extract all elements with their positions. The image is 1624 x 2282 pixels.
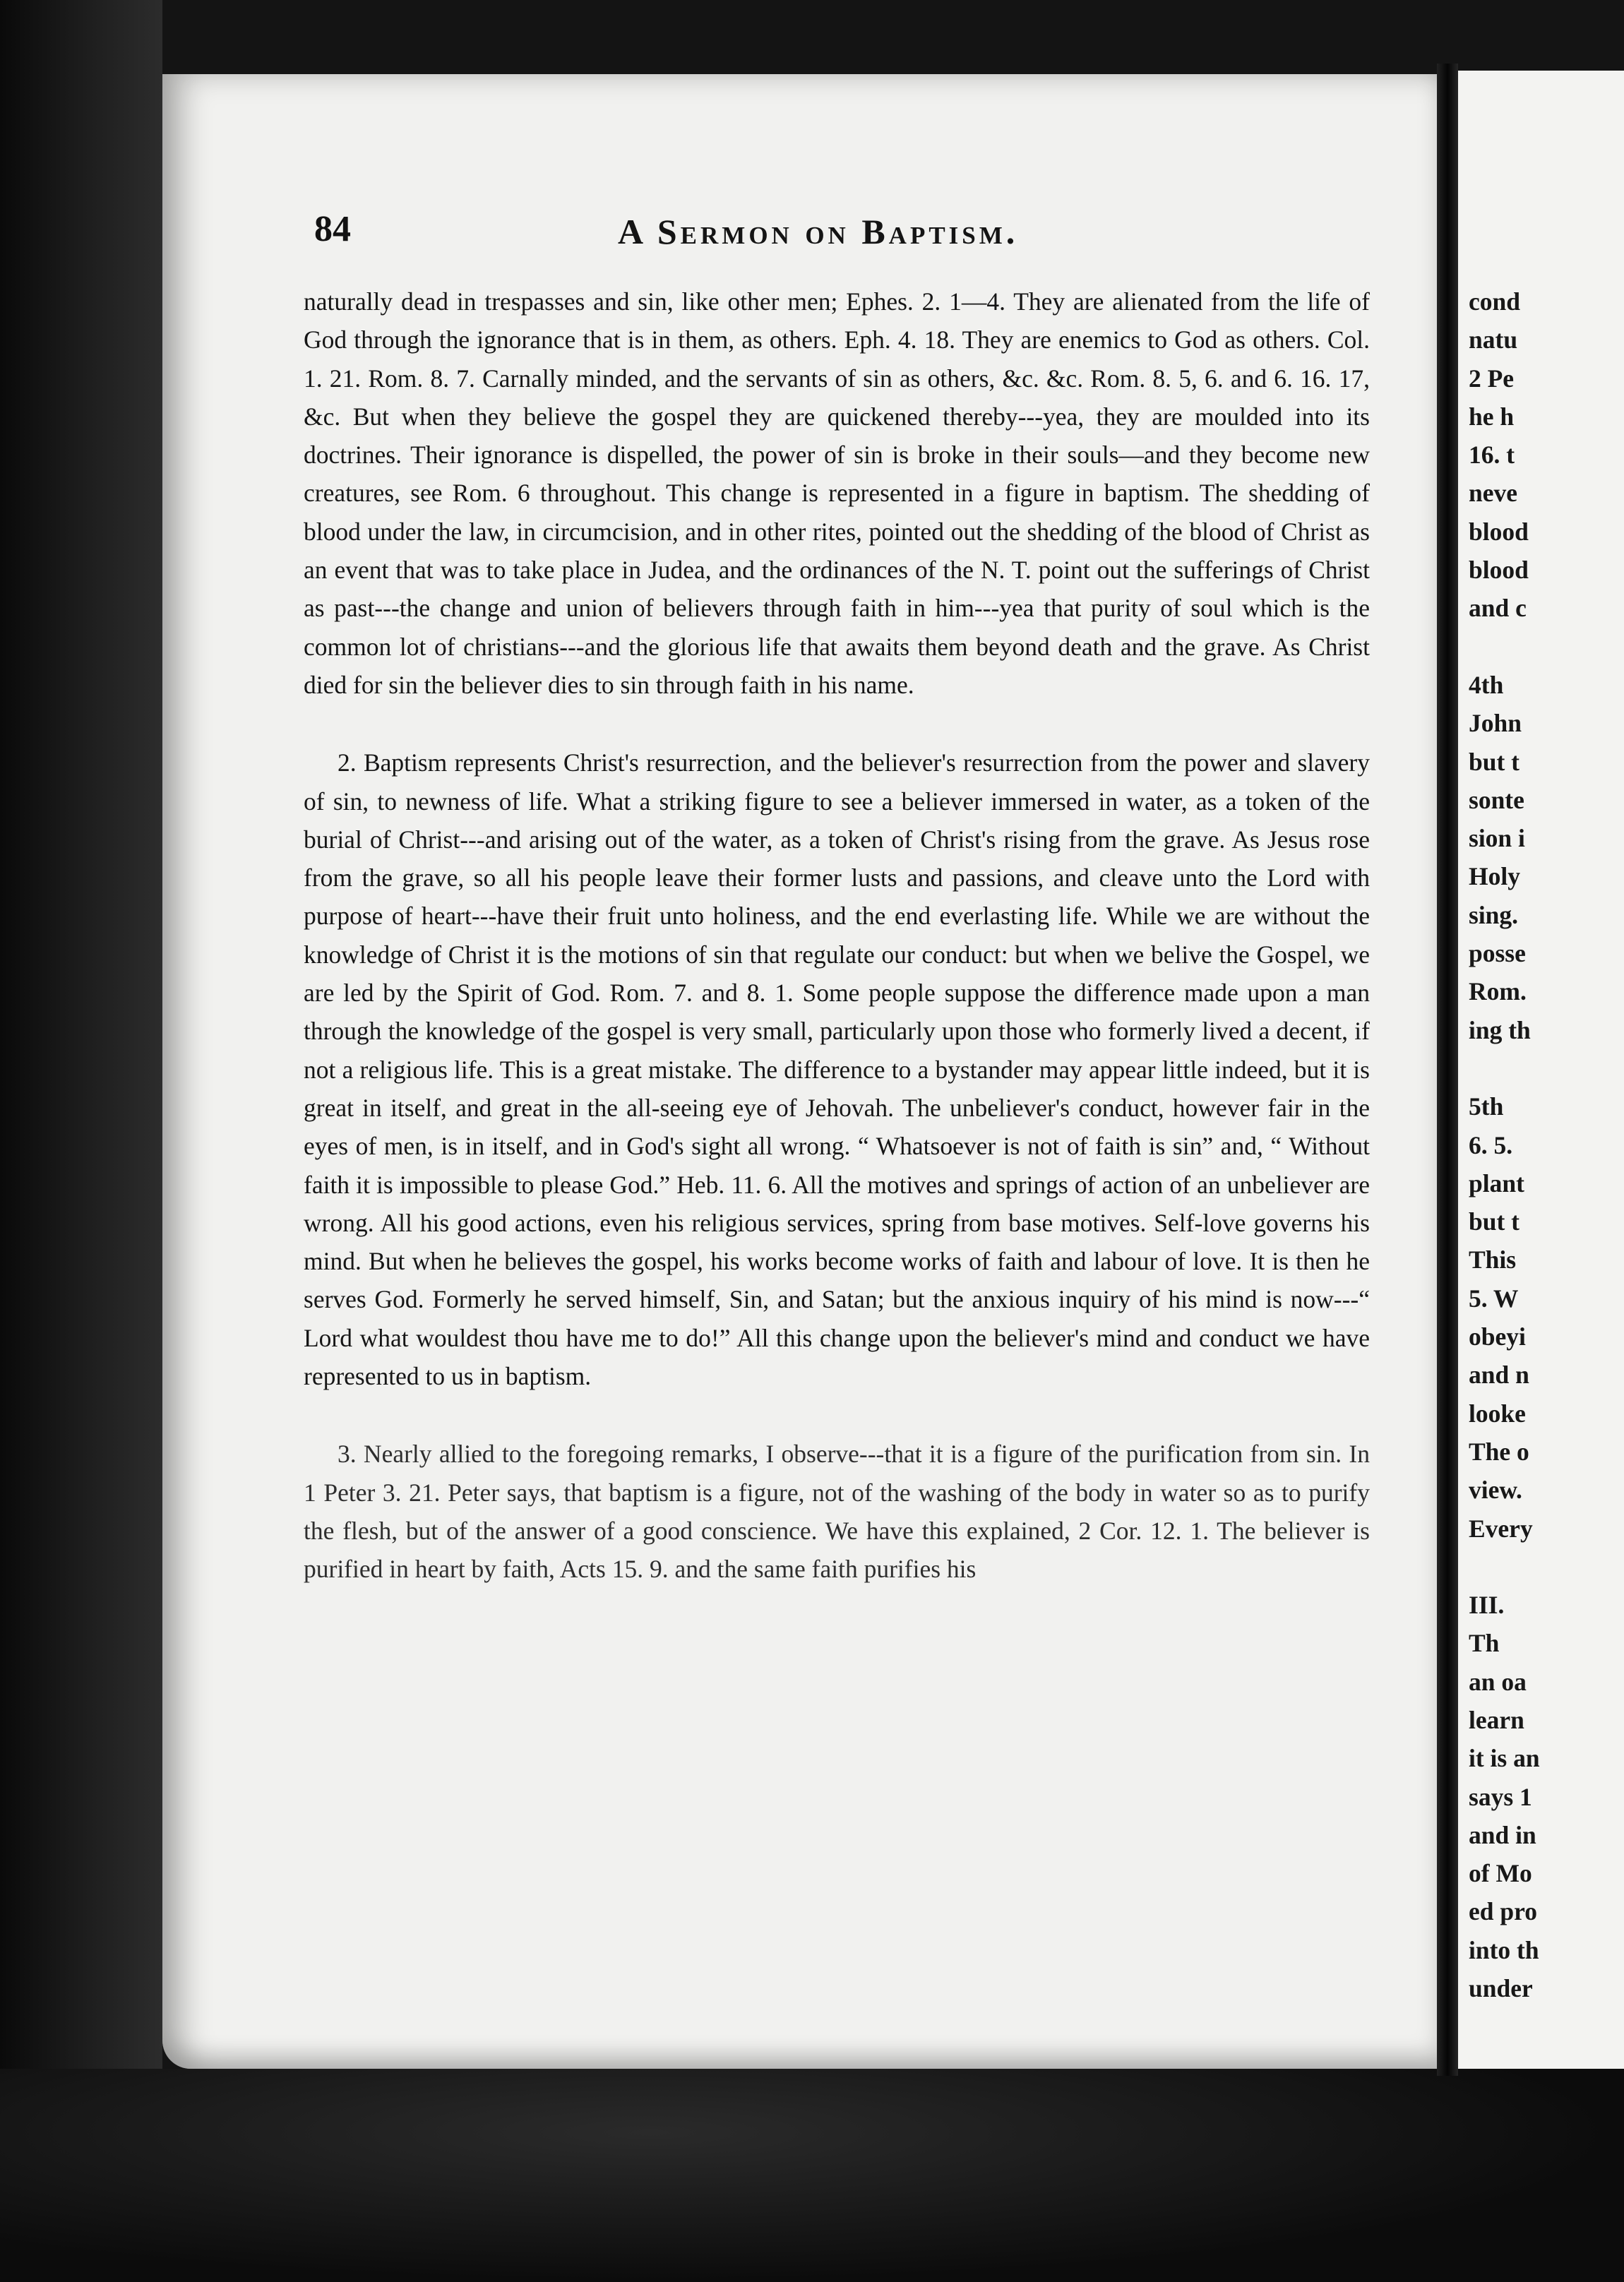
running-title: A Sermon on Baptism.	[618, 212, 1019, 251]
facing-page-fragment: Every	[1469, 1514, 1533, 1543]
facing-page-fragment: sonte	[1469, 785, 1524, 814]
facing-page-fragment	[1469, 628, 1624, 666]
facing-page-fragment: cond	[1469, 287, 1520, 316]
facing-page-fragment: John	[1469, 709, 1522, 738]
facing-page-fragment: blood	[1469, 517, 1529, 546]
facing-page-fragment: 16. t	[1469, 441, 1515, 470]
facing-page-fragment: ing th	[1469, 1015, 1531, 1044]
facing-page-fragment: but t	[1469, 1207, 1520, 1236]
facing-page-fragment: natu	[1469, 325, 1518, 354]
scan-background-bottom	[0, 2069, 1624, 2282]
facing-page-fragment: but t	[1469, 747, 1520, 776]
facing-page-fragment: and in	[1469, 1820, 1536, 1849]
paragraph-2: 2. Baptism represents Christ's resurrection, and the believer's resurrection from the power and slavery of sin, to newness of life. What a striking figure to see a believer immersed in water, as a token of the burial of Christ---and arising out of the water, as a token of Christ's rising from the grave. As Jesus rose from the grave, so all his people leave their former lusts and passions, and cleave unto the Lord with purpose of heart---have their fruit unto holiness, and the end everlasting life. While we are without the knowledge of Christ it is the motions of sin that regulate our conduct: but when we belive the Gospel, we are led by the Spirit of God. Rom. 7. and 8. 1. Some people suppose the difference made upon a man through the knowledge of the gospel is very small, particularly upon those who formerly lived a decent, if not a religious life. This is a great mistake. The difference to a bystander may appear little indeed, but it is great in itself, and great in the all-seeing eye of Jehovah. The unbeliever's conduct, however fair in the eyes of men, is in itself, and in God's sight all wrong. “ Whatsoever is not of faith is sin” and, “ Without faith it is impossible to please God.” Heb. 11. 6. All the motives and springs of action of an unbeliever are wrong. All his good actions, even his religious services, spring from base motives. Self-love governs his mind. But when he believes the gospel, his works become works of faith and labour of love. It is then he serves God. Formerly he served himself, Sin, and Satan; but the anxious inquiry of his mind is now---“ Lord what wouldest thou have me to do!” All this change upon the believer's mind and conduct we have represented to us in baptism.	[304, 748, 1370, 1391]
facing-page-fragment: 2 Pe	[1469, 364, 1515, 393]
facing-page-fragment: obeyi	[1469, 1322, 1526, 1351]
facing-page-fragment: and n	[1469, 1361, 1529, 1390]
facing-page-fragment: III.	[1469, 1591, 1505, 1620]
facing-page-fragment	[1469, 1548, 1624, 1586]
facing-page-fragment: it is an	[1469, 1744, 1540, 1773]
facing-page-fragment: under	[1469, 1974, 1533, 2003]
facing-page-fragment: Holy	[1469, 862, 1520, 891]
facing-page-fragment: The o	[1469, 1437, 1529, 1466]
facing-page-fragment: 6. 5.	[1469, 1130, 1513, 1159]
facing-page-fragment: 5. W	[1469, 1284, 1519, 1313]
facing-page-fragment: plant	[1469, 1169, 1524, 1197]
facing-page-fragment: sion i	[1469, 824, 1525, 853]
facing-page-fragment: posse	[1469, 939, 1526, 968]
facing-page-fragment: and c	[1469, 594, 1527, 623]
body-text	[304, 282, 1370, 1589]
book-gutter	[1437, 64, 1458, 2076]
facing-page-fragment: an oa	[1469, 1667, 1527, 1696]
facing-page-fragment: neve	[1469, 479, 1518, 508]
facing-page-fragment: 4th	[1469, 670, 1504, 699]
scan-background-left	[0, 0, 162, 2282]
facing-page-fragment: Th	[1469, 1629, 1500, 1658]
facing-page-fragment: learn	[1469, 1705, 1524, 1734]
facing-page-fragment: This	[1469, 1245, 1517, 1274]
facing-page-fragment: of Mo	[1469, 1859, 1532, 1888]
facing-page-fragment: into th	[1469, 1935, 1539, 1964]
facing-page-fragment: ed pro	[1469, 1897, 1537, 1926]
facing-page-text	[1469, 282, 1624, 2007]
facing-page-fragment: blood	[1469, 556, 1529, 585]
facing-page-fragment: looke	[1469, 1399, 1526, 1428]
page-header	[314, 208, 1370, 265]
paragraph-1: naturally dead in trespasses and sin, like other men; Ephes. 2. 1—4. They are alienated from the life of God through the ignorance that is in them, as others. Eph. 4. 18. They are enemics to God as others. Col. 1. 21. Rom. 8. 7. Carnally minded, and the servants of sin as others, &c. &c. Rom. 8. 5, 6. and 6. 16. 17, &c. But when they believe the gospel they are quickened thereby---yea, they are moulded into its doctrines. Their ignorance is dispelled, the power of sin is broke in their souls—and they become new creatures, see Rom. 6 throughout. This change is represented in a figure in baptism. The shedding of blood under the law, in circumcision, and in other rites, pointed out the shedding of the blood of Christ as an event that was to take place in Judea, and the ordinances of the N. T. point out the sufferings of Christ as past---the change and union of believers through faith in him---yea that purity of soul which is the common lot of christians---and the glorious life that awaits them beyond death and the grave. As Christ died for sin the believer dies to sin through faith in his name.	[304, 287, 1370, 699]
facing-page-fragment: he h	[1469, 402, 1515, 431]
facing-page-fragment	[1469, 1049, 1624, 1087]
paragraph-3: 3. Nearly allied to the foregoing remarks, I observe---that it is a figure of the purification from sin. In 1 Peter 3. 21. Peter says, that baptism is a figure, not of the washing of the body in water so as to purify the flesh, but of the answer of a good conscience. We have this explained, 2 Cor. 12. 1. The believer is purified in heart by faith, Acts 15. 9. and the same faith purifies his	[304, 1440, 1370, 1584]
page-number: 84	[314, 209, 351, 249]
facing-page-fragment: view.	[1469, 1476, 1522, 1505]
facing-page-fragment: 5th	[1469, 1092, 1504, 1121]
facing-page-fragment: sing.	[1469, 900, 1519, 929]
facing-page-fragment: Rom.	[1469, 977, 1527, 1006]
facing-page-fragment: says 1	[1469, 1782, 1532, 1811]
